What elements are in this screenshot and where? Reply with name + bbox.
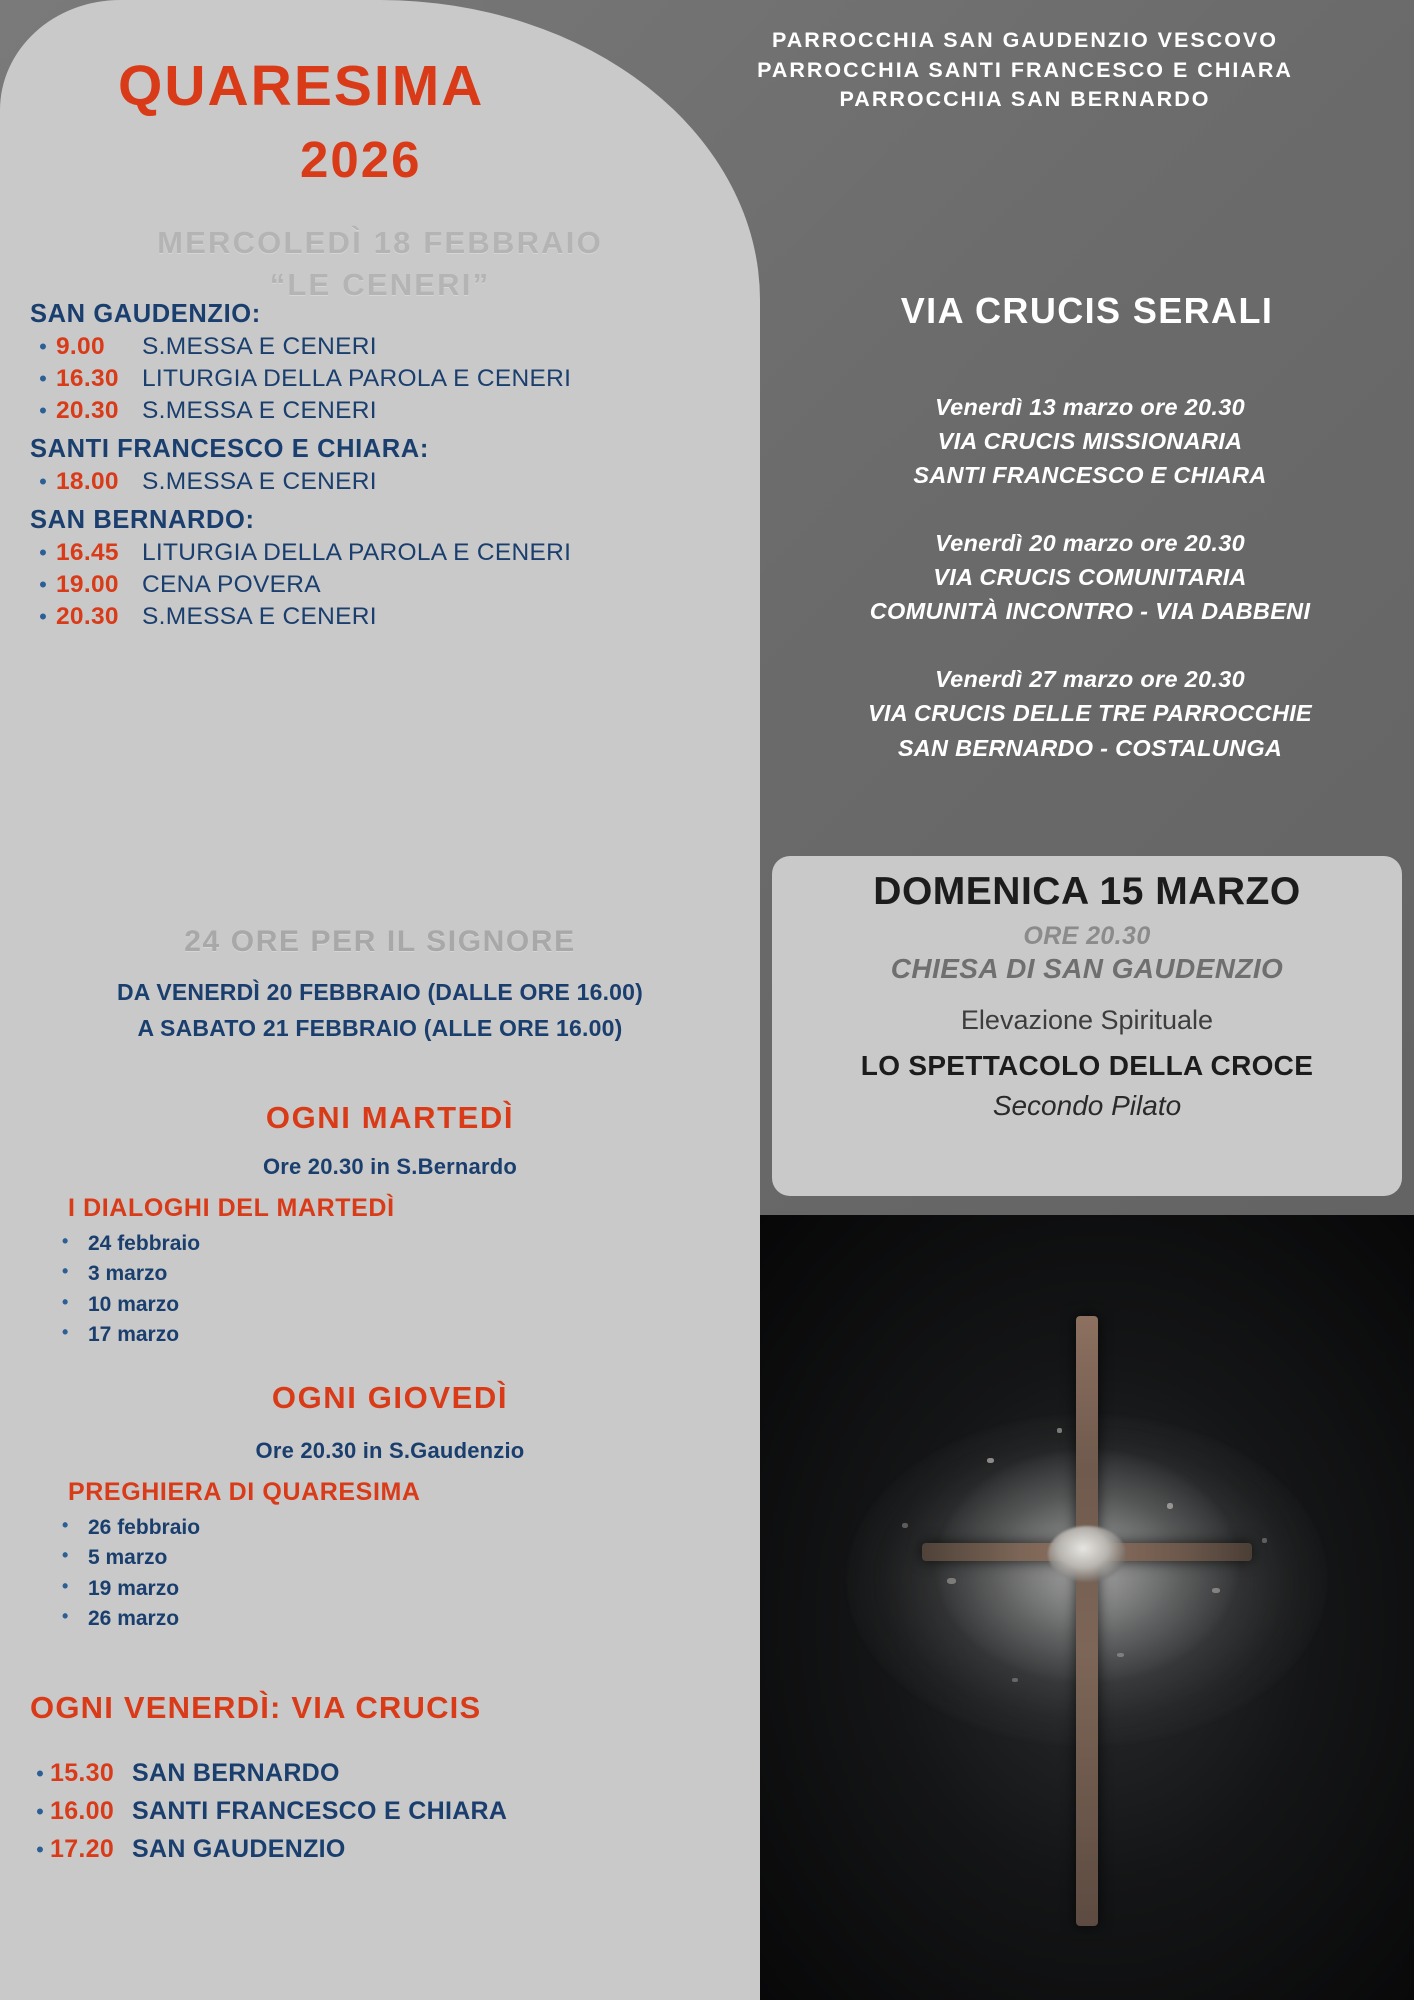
via-crucis-name: VIA CRUCIS COMUNITARIA bbox=[933, 564, 1247, 591]
domenica-show-title: LO SPETTACOLO DELLA CROCE bbox=[860, 1050, 1314, 1081]
ceneri-group bbox=[30, 506, 750, 631]
domenica-event-card bbox=[772, 856, 1402, 1196]
martedi-when: Ore 20.30 in S.Bernardo bbox=[262, 1154, 518, 1179]
church-label: SAN GAUDENZIO: bbox=[30, 300, 261, 328]
parish-line-3: PARROCCHIA SAN BERNARDO bbox=[839, 87, 1211, 112]
ceneri-group bbox=[30, 435, 750, 496]
giovedi-subtitle: PREGHIERA DI QUARESIMA bbox=[68, 1478, 421, 1506]
domenica-show-subtitle: Secondo Pilato bbox=[992, 1090, 1182, 1121]
schedule-time: 15.30 bbox=[50, 1759, 115, 1787]
schedule-row bbox=[30, 1759, 730, 1788]
list-item: • 17 marzo bbox=[30, 1320, 750, 1350]
venerdi-title: OGNI VENERDÌ: VIA CRUCIS bbox=[30, 1690, 482, 1725]
schedule-time: 17.20 bbox=[50, 1835, 115, 1863]
domenica-title: DOMENICA 15 MARZO bbox=[873, 870, 1301, 913]
schedule-row bbox=[30, 333, 750, 361]
ceneri-heading bbox=[0, 222, 760, 306]
schedule-desc: S.MESSA E CENERI bbox=[142, 397, 377, 424]
ceneri-schedule bbox=[30, 300, 750, 635]
ore24-title: 24 ORE PER IL SIGNORE bbox=[184, 925, 576, 958]
bullet-icon: • bbox=[39, 469, 47, 494]
bullet-icon: • bbox=[39, 572, 47, 597]
ash-speck bbox=[947, 1578, 956, 1584]
ash-speck bbox=[902, 1523, 908, 1528]
schedule-time: 16.00 bbox=[50, 1797, 115, 1825]
schedule-row bbox=[30, 397, 750, 425]
schedule-row bbox=[30, 365, 750, 393]
list-item: • 24 febbraio bbox=[30, 1229, 750, 1259]
church-label: SAN BERNARDO: bbox=[30, 506, 255, 534]
parish-header bbox=[660, 26, 1390, 115]
via-crucis-serali-list bbox=[770, 390, 1410, 799]
martedi-subtitle: I DIALOGHI DEL MARTEDÌ bbox=[68, 1194, 395, 1222]
schedule-time: 20.30 bbox=[56, 397, 119, 424]
ash-speck bbox=[1212, 1588, 1220, 1593]
schedule-desc: SAN BERNARDO bbox=[132, 1759, 340, 1787]
ash-speck bbox=[1117, 1653, 1124, 1657]
poster-title: QUARESIMA bbox=[118, 54, 485, 118]
schedule-time: 18.00 bbox=[56, 468, 119, 495]
domenica-time: ORE 20.30 bbox=[1023, 922, 1151, 950]
giovedi-date-list bbox=[30, 1513, 750, 1635]
ash-speck bbox=[1262, 1538, 1267, 1543]
via-crucis-entry bbox=[770, 390, 1410, 492]
parish-line-2: PARROCCHIA SANTI FRANCESCO E CHIARA bbox=[757, 57, 1293, 82]
domenica-subtitle: Elevazione Spirituale bbox=[960, 1005, 1214, 1035]
schedule-time: 9.00 bbox=[56, 333, 105, 360]
list-item: • 19 marzo bbox=[30, 1574, 750, 1604]
schedule-time: 16.30 bbox=[56, 365, 119, 392]
giovedi-title: OGNI GIOVEDÌ bbox=[271, 1380, 509, 1415]
ash-speck bbox=[1167, 1503, 1173, 1509]
list-item: • 5 marzo bbox=[30, 1543, 750, 1573]
schedule-time: 16.45 bbox=[56, 539, 119, 566]
ore24-line-1: DA VENERDÌ 20 FEBBRAIO (DALLE ORE 16.00) bbox=[116, 979, 644, 1005]
ceneri-heading-name: “LE CENERI” bbox=[269, 266, 491, 302]
list-item: • 10 marzo bbox=[30, 1290, 750, 1320]
via-crucis-place: COMUNITÀ INCONTRO - VIA DABBENI bbox=[869, 598, 1311, 625]
cross-graphic bbox=[807, 1258, 1367, 1958]
schedule-row bbox=[30, 1797, 730, 1826]
bullet-icon: • bbox=[39, 366, 47, 391]
martedi-section bbox=[30, 1100, 750, 1351]
schedule-desc: S.MESSA E CENERI bbox=[142, 603, 377, 630]
ash-speck bbox=[987, 1458, 994, 1463]
via-crucis-name: VIA CRUCIS DELLE TRE PARROCCHIE bbox=[867, 700, 1313, 727]
list-item: • 26 febbraio bbox=[30, 1513, 750, 1543]
via-crucis-name: VIA CRUCIS MISSIONARIA bbox=[937, 428, 1243, 455]
bullet-icon: • bbox=[36, 1799, 44, 1824]
bullet-icon: • bbox=[39, 398, 47, 423]
giovedi-section bbox=[30, 1380, 750, 1635]
bullet-icon: • bbox=[36, 1761, 44, 1786]
bullet-icon: • bbox=[39, 604, 47, 629]
schedule-time: 19.00 bbox=[56, 571, 119, 598]
martedi-date-list bbox=[30, 1229, 750, 1351]
poster-year: 2026 bbox=[300, 131, 422, 188]
cross-center-glow bbox=[1048, 1526, 1126, 1582]
parish-line-1: PARROCCHIA SAN GAUDENZIO VESCOVO bbox=[772, 28, 1278, 52]
schedule-time: 20.30 bbox=[56, 603, 119, 630]
giovedi-when: Ore 20.30 in S.Gaudenzio bbox=[255, 1438, 525, 1463]
domenica-place: CHIESA DI SAN GAUDENZIO bbox=[890, 953, 1284, 984]
via-crucis-date: Venerdì 20 marzo ore 20.30 bbox=[935, 530, 1245, 557]
schedule-row bbox=[30, 1835, 730, 1864]
schedule-row bbox=[30, 571, 750, 599]
ceneri-heading-date: MERCOLEDÌ 18 FEBBRAIO bbox=[157, 225, 603, 260]
schedule-desc: SANTI FRANCESCO E CHIARA bbox=[132, 1797, 508, 1825]
ceneri-group bbox=[30, 300, 750, 425]
schedule-row bbox=[30, 468, 750, 496]
church-label: SANTI FRANCESCO E CHIARA: bbox=[30, 435, 429, 463]
bullet-icon: • bbox=[39, 334, 47, 359]
bullet-icon: • bbox=[36, 1837, 44, 1862]
cross-vertical-beam bbox=[1076, 1316, 1098, 1926]
venerdi-schedule bbox=[30, 1750, 730, 1873]
via-crucis-place: SAN BERNARDO - COSTALUNGA bbox=[897, 734, 1283, 761]
list-item: • 3 marzo bbox=[30, 1259, 750, 1289]
schedule-desc: CENA POVERA bbox=[142, 571, 321, 598]
ash-speck bbox=[1057, 1428, 1062, 1433]
via-crucis-date: Venerdì 13 marzo ore 20.30 bbox=[935, 394, 1245, 420]
schedule-desc: S.MESSA E CENERI bbox=[142, 333, 377, 360]
martedi-title: OGNI MARTEDÌ bbox=[265, 1100, 515, 1135]
via-crucis-date: Venerdì 27 marzo ore 20.30 bbox=[935, 666, 1245, 693]
schedule-desc: LITURGIA DELLA PAROLA E CENERI bbox=[142, 365, 572, 392]
ash-speck bbox=[1012, 1678, 1018, 1682]
schedule-row bbox=[30, 539, 750, 567]
via-crucis-place: SANTI FRANCESCO E CHIARA bbox=[913, 462, 1267, 489]
ore24-lines bbox=[0, 975, 760, 1046]
via-crucis-serali-title: VIA CRUCIS SERALI bbox=[900, 290, 1274, 331]
ore24-line-2: A SABATO 21 FEBBRAIO (ALLE ORE 16.00) bbox=[137, 1014, 623, 1041]
schedule-desc: SAN GAUDENZIO bbox=[132, 1835, 346, 1863]
via-crucis-entry bbox=[770, 526, 1410, 628]
via-crucis-entry bbox=[770, 662, 1410, 764]
schedule-desc: S.MESSA E CENERI bbox=[142, 468, 377, 495]
list-item: • 26 marzo bbox=[30, 1604, 750, 1634]
ashes-cross-photo bbox=[760, 1215, 1414, 2000]
bullet-icon: • bbox=[39, 540, 47, 565]
schedule-desc: LITURGIA DELLA PAROLA E CENERI bbox=[142, 539, 572, 566]
schedule-row bbox=[30, 603, 750, 631]
